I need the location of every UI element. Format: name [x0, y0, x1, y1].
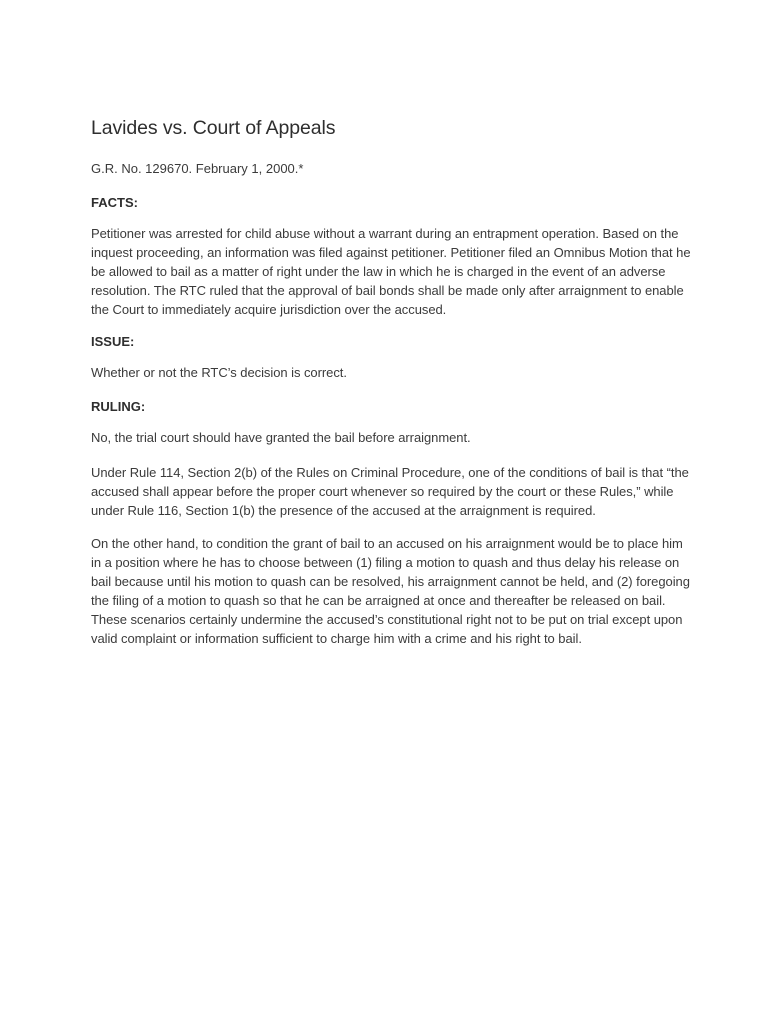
issue-heading: ISSUE: — [91, 334, 135, 349]
issue-paragraph: Whether or not the RTC’s decision is correct. — [91, 365, 347, 380]
ruling-paragraph-2: Under Rule 114, Section 2(b) of the Rules on Criminal Procedure, one of the conditions of bail is that “the accused shall appear before the proper court whenever so required by the court or these Rules,” while under Rule 116, Section 1(b) the presence of the accused at the arraignment is required. — [91, 465, 689, 518]
ruling-paragraph-3: On the other hand, to condition the grant of bail to an accused on his arraignment would be to place him in a position where he has to choose between (1) filing a motion to quash and thus delay his release on bail because until his motion to quash can be resolved, his arraignment cannot be held, and (2) foregoing the filing of a motion to quash so that he can be arraigned at once and thereafter be released on bail. These scenarios certainly undermine the accused’s constitutional right not to be put on trial except upon valid complaint or information sufficient to charge him with a crime and his right to bail. — [91, 536, 690, 646]
facts-heading: FACTS: — [91, 195, 138, 210]
case-citation: G.R. No. 129670. February 1, 2000.* — [91, 161, 304, 176]
document-page — [91, 114, 691, 662]
facts-paragraph: Petitioner was arrested for child abuse without a warrant during an entrapment operation. Based on the inquest proceeding, an information was filed against petitioner. Petitioner filed an Omnibus Motion that he be allowed to bail as a matter of right under the law in which he is charged in the event of an adverse resolution. The RTC ruled that the approval of bail bonds shall be made only after arraignment to enable the Court to immediately acquire jurisdiction over the accused. — [91, 226, 691, 317]
document-title: Lavides vs. Court of Appeals — [91, 117, 336, 139]
ruling-heading: RULING: — [91, 399, 146, 414]
ruling-paragraph-1: No, the trial court should have granted the bail before arraignment. — [91, 430, 471, 445]
